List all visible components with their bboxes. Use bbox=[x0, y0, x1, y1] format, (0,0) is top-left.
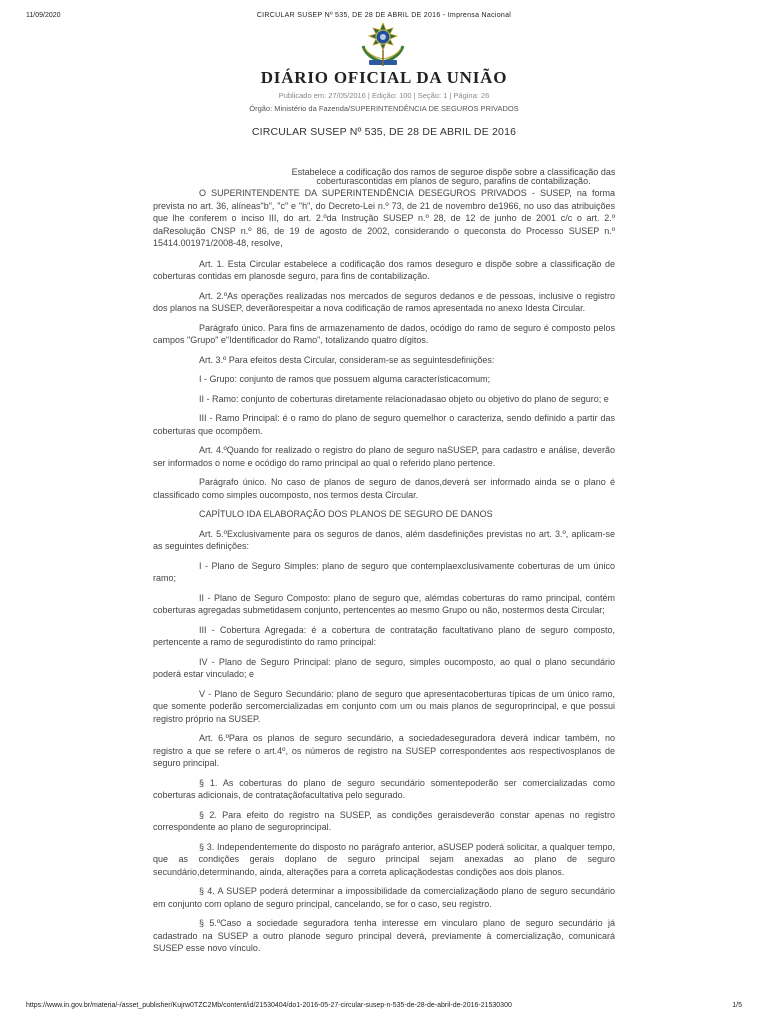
publication-info: Publicado em: 27/05/2016 | Edição: 100 | Seção: 1 | Página: 26 bbox=[278, 91, 490, 100]
chapter-heading: CAPÍTULO IDA ELABORAÇÃO DOS PLANOS DE SEGURO DE DANOS bbox=[199, 509, 493, 519]
paragraph: § 1. As coberturas do plano de seguro secundário somentepoderão ser comercializadas como coberturas adicionais, de contrataçãofacultativa pelo segurado. bbox=[153, 777, 615, 800]
paragraph: § 5.ºCaso a sociedade seguradora tenha interesse em vincularo plano de seguro secundário já cadastrado na SUSEP a outro planode seguro principal deverá, previamente à comercialização, comunicará SUSEP esse novo vínculo. bbox=[153, 918, 615, 953]
paragraph: § 4. A SUSEP poderá determinar a impossibilidade da comercializaçãodo plano de seguro secundário em conjunto com oplano de seguro principal, cancelando, se for o caso, seu registro. bbox=[153, 886, 615, 909]
masthead bbox=[0, 68, 768, 113]
print-page-title: CIRCULAR SUSEP Nº 535, DE 28 DE ABRIL DE 2016 - Imprensa Nacional bbox=[256, 12, 512, 19]
source-url: https://www.in.gov.br/materia/-/asset_publisher/Kujrw0TZC2Mb/content/id/21530404/do1-2016-05-27-circular-susep-n-535-de-28-de-abril-de-2016-21530300 bbox=[26, 1002, 512, 1009]
paragraph: IV - Plano de Seguro Principal: plano de seguro, simples oucomposto, ao qual o plano secundário poderá estar vinculado; e bbox=[153, 656, 615, 679]
paragraph: I - Grupo: conjunto de ramos que possuem alguma característicacomum; bbox=[199, 374, 491, 384]
paragraph: Parágrafo único. No caso de planos de seguro de danos,deverá ser informado ainda se o plano é classificado como simples oucomposto, nos termos desta Circular. bbox=[153, 477, 615, 500]
paragraph: I - Plano de Seguro Simples: plano de seguro que contemplaexclusivamente coberturas de um único ramo; bbox=[153, 560, 615, 583]
paragraph: II - Ramo: conjunto de coberturas diretamente relacionadasao objeto ou objetivo do plano de seguro; e bbox=[199, 393, 609, 404]
print-date: 11/09/2020 bbox=[26, 12, 61, 19]
document-title: CIRCULAR SUSEP Nº 535, DE 28 DE ABRIL DE 2016 bbox=[251, 126, 517, 138]
issuing-body: Órgão: Ministério da Fazenda/SUPERINTENDÊNCIA DE SEGUROS PRIVADOS bbox=[249, 104, 519, 113]
paragraph: § 2. Para efeito do registro na SUSEP, as condições geraisdeverão constar apenas no registro correspondente ao plano de seguroprincipal. bbox=[153, 809, 615, 832]
paragraph: Parágrafo único. Para fins de armazenamento de dados, ocódigo do ramo de seguro é composto pelos campos "Grupo" e"Identificador do Ramo", totalizando quatro dígitos. bbox=[153, 322, 615, 345]
paragraph: § 3. Independentemente do disposto no parágrafo anterior, aSUSEP poderá solicitar, a qualquer tempo, que as condições gerais doplano de seguro principal sejam anexadas ao plano de seguro secundário,determinando, ainda, alterações para a correta aplicaçãodestas condições aos dois planos. bbox=[153, 841, 615, 877]
paragraph: Art. 3.º Para efeitos desta Circular, consideram-se as seguintesdefinições: bbox=[199, 354, 495, 365]
ementa: Estabelece a codificação dos ramos de seguroe dispõe sobre a classificação das coberturascontidas em planos de seguro, parafins de contabilização. bbox=[291, 167, 616, 186]
paragraph: II - Plano de Seguro Composto: plano de seguro que, alémdas coberturas do ramo principal, contém coberturas agregadas submetidasem conjunto, pertencentes ao mesmo Grupo ou não, nostermos desta Circular; bbox=[153, 592, 615, 615]
brasil-coat-of-arms-icon bbox=[357, 22, 409, 68]
paragraph: Art. 4.ºQuando for realizado o registro do plano de seguro naSUSEP, para cadastro e análise, deverão ser informados o nome e ocódigo do ramo principal ao qual o referido plano pertence. bbox=[153, 445, 615, 468]
paragraph: Art. 2.ºAs operações realizadas nos mercados de seguros dedanos e de pessoas, inclusive o registro dos planos na SUSEP, deverãorespeitar a nova codificação de ramos apresentada no anexo Idesta Circular. bbox=[153, 290, 615, 313]
preamble: O SUPERINTENDENTE DA SUPERINTENDÊNCIA DESEGUROS PRIVADOS - SUSEP, na forma prevista no art. 36, alíneas"b", "c" e "h", do Decreto-Lei n.º 73, de 21 de novembro de1966, no uso das atribuições que lhe conferem o inciso III, do art. 2.ºda Instrução SUSEP n.º 28, de 12 de junho de 2001 c/c o art. 2.º daResolução CNSP n.º 86, de 19 de agosto de 2002, considerando o queconsta do Processo SUSEP n.º 15414.001971/2008-48, resolve, bbox=[153, 188, 615, 248]
paragraph: III - Ramo Principal: é o ramo do plano de seguro quemelhor o caracteriza, sendo definido a partir das coberturas que ocompõem. bbox=[153, 413, 615, 436]
paragraph: Art. 6.ºPara os planos de seguro secundário, a sociedadeseguradora deverá indicar também, no registro a que se refere o art.4º, os números de registro na SUSEP correspondentes aos respectivosplanos de seguro principal. bbox=[153, 733, 615, 768]
paragraph: Art. 5.ºExclusivamente para os seguros de danos, além dasdefinições previstas no art. 3.º, aplicam-se as seguintes definições: bbox=[153, 528, 615, 551]
paragraph: V - Plano de Seguro Secundário: plano de seguro que apresentacoberturas típicas de um único ramo, que somente poderão sercomercializadas em conjunto com um ou mais planos de seguroprincipal, e que possui registro próprio na SUSEP. bbox=[153, 688, 615, 724]
document-body bbox=[153, 187, 615, 962]
paragraph: Art. 1. Esta Circular estabelece a codificação dos ramos deseguro e dispõe sobre a classificação de coberturas contidas em planosde seguro, para fins de contabilização. bbox=[153, 258, 615, 281]
newspaper-name: DIÁRIO OFICIAL DA UNIÃO bbox=[260, 68, 508, 87]
paragraph: III - Cobertura Agregada: é a cobertura de contratação facultativano plano de seguro composto, pertencente a ramo de segurodistinto do ramo principal: bbox=[153, 624, 615, 647]
page-number: 1/5 bbox=[732, 1002, 742, 1009]
